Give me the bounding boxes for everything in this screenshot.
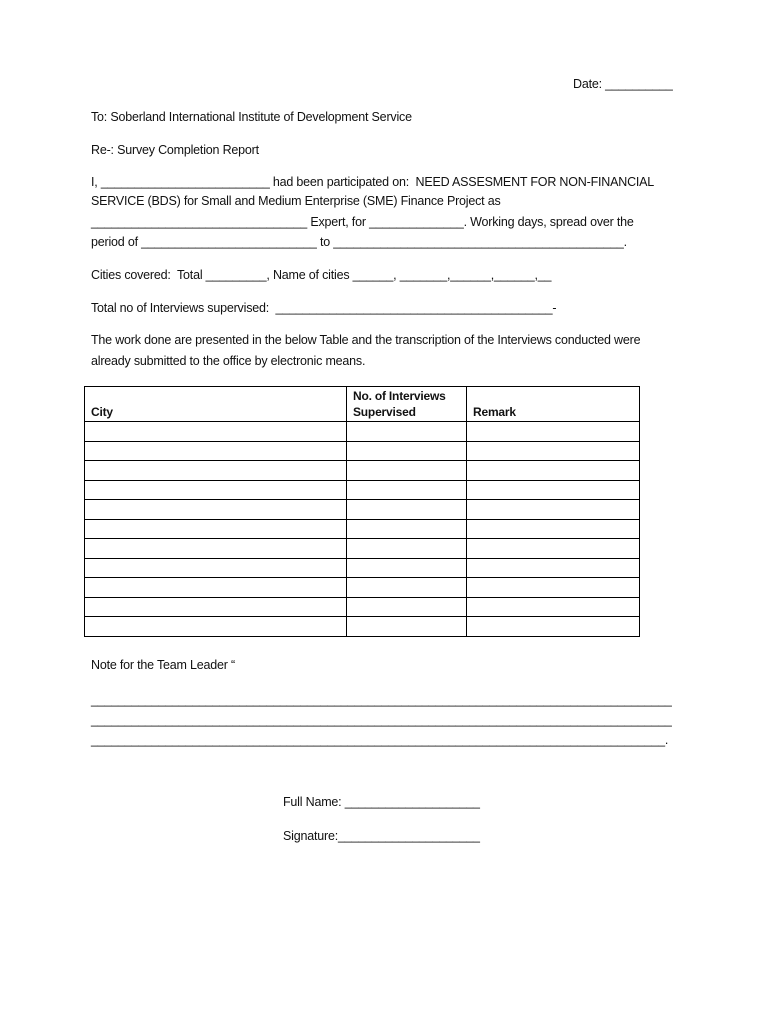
subject-line: Re-: Survey Completion Report (91, 143, 259, 157)
remark-cell (467, 558, 640, 578)
date-line: Date: __________ (573, 77, 673, 91)
team-leader-note-label: Note for the Team Leader “ (91, 658, 235, 672)
table-row (85, 578, 640, 598)
paragraph-line-1: I, _________________________ had been participated on: NEED ASSESMENT FOR NON-FINANCIAL (91, 175, 655, 189)
full-name-line: Full Name: ____________________ (283, 795, 480, 809)
remark-cell (467, 500, 640, 520)
header-interviews-line-2: Supervised (353, 405, 416, 419)
header-interviews-line-1: No. of Interviews (353, 389, 446, 403)
table-row (85, 461, 640, 481)
work-done-line-1: The work done are presented in the below Table and the transcription of the Interviews conducted were (91, 333, 641, 347)
interviews-cell (347, 617, 467, 637)
work-done-line-2: already submitted to the office by electronic means. (91, 354, 366, 368)
table-row (85, 558, 640, 578)
note-rule-3: _____________________________________________________________________________________. (91, 733, 669, 747)
interviews-cell (347, 558, 467, 578)
table-body (85, 422, 640, 637)
remark-cell (467, 441, 640, 461)
table-row (85, 539, 640, 559)
signature-line: Signature:_____________________ (283, 829, 480, 843)
city-cell (85, 480, 347, 500)
interviews-cell (347, 480, 467, 500)
table-row (85, 597, 640, 617)
interviews-cell (347, 519, 467, 539)
remark-cell (467, 422, 640, 442)
interviews-supervised-line: Total no of Interviews supervised: _________________________________________- (91, 301, 557, 315)
city-cell (85, 558, 347, 578)
header-interviews (347, 387, 467, 422)
city-cell (85, 578, 347, 598)
interviews-cell (347, 461, 467, 481)
remark-cell (467, 519, 640, 539)
interviews-cell (347, 441, 467, 461)
city-cell (85, 461, 347, 481)
table-row (85, 519, 640, 539)
interviews-table (84, 386, 640, 637)
remark-cell (467, 617, 640, 637)
table-row (85, 480, 640, 500)
remark-cell (467, 480, 640, 500)
remark-cell (467, 578, 640, 598)
interviews-cell (347, 578, 467, 598)
paragraph-line-3: ________________________________ Expert, for ______________. Working days, spread over the (91, 215, 634, 229)
recipient-line: To: Soberland International Institute of Development Service (91, 110, 412, 124)
city-cell (85, 441, 347, 461)
paragraph-line-2: SERVICE (BDS) for Small and Medium Enterprise (SME) Finance Project as (91, 194, 501, 208)
city-cell (85, 422, 347, 442)
interviews-cell (347, 539, 467, 559)
city-cell (85, 519, 347, 539)
paragraph-line-4: period of __________________________ to ___________________________________________. (91, 235, 627, 249)
city-cell (85, 597, 347, 617)
interviews-cell (347, 500, 467, 520)
note-rule-1: ______________________________________________________________________________________ (91, 693, 672, 707)
table-row (85, 422, 640, 442)
table-row (85, 441, 640, 461)
city-cell (85, 617, 347, 637)
remark-cell (467, 597, 640, 617)
city-cell (85, 539, 347, 559)
city-cell (85, 500, 347, 520)
interviews-cell (347, 422, 467, 442)
table-row (85, 617, 640, 637)
header-remark: Remark (467, 387, 640, 422)
header-city: City (85, 387, 347, 422)
table-header-row (85, 387, 640, 422)
interviews-cell (347, 597, 467, 617)
remark-cell (467, 461, 640, 481)
cities-covered-line: Cities covered: Total _________, Name of cities ______, _______,______,______,__ (91, 268, 552, 282)
remark-cell (467, 539, 640, 559)
table-row (85, 500, 640, 520)
note-rule-2: ______________________________________________________________________________________ (91, 713, 672, 727)
